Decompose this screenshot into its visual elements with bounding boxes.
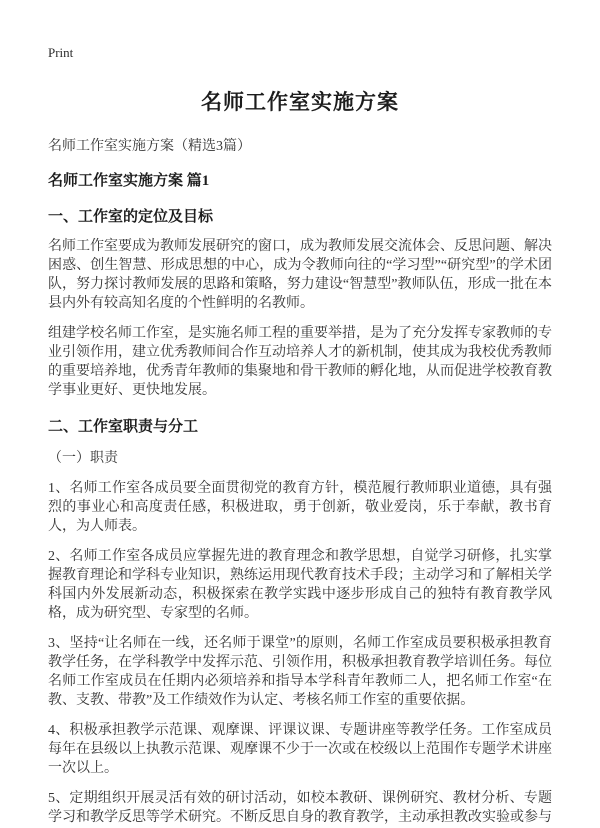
document-title: 名师工作室实施方案 bbox=[201, 90, 399, 114]
article-1-heading: 名师工作室实施方案 篇1 bbox=[48, 173, 210, 189]
subsection-duties-label: （一）职责 bbox=[48, 451, 118, 466]
document-subtitle: 名师工作室实施方案（精选3篇） bbox=[48, 139, 251, 154]
paragraph-goals-2: 组建学校名师工作室，是实施名师工程的重要举措，是为了充分发挥专家教师的专业引领作用，建立优秀教师间合作互动培养人才的新机制，使其成为我校优秀教师的重要培养地，优秀青年教师的集聚地和骨干教师的孵化地，从而促进学校教育教学事业更好、更快地发展。 bbox=[48, 326, 552, 398]
paragraph-goals-1: 名师工作室要成为教师发展研究的窗口，成为教师发展交流体会、反思问题、解决困惑、创生智慧、形成思想的中心，成为令教师向往的“学习型”“研究型”的学术团队，努力探讨教师发展的思路和策略，努力建设“智慧型”教师队伍，形成一批在本县内外有较高知名度的个性鲜明的名教师。 bbox=[48, 239, 552, 311]
print-link[interactable]: Print bbox=[48, 45, 74, 60]
duty-item-2: 2、名师工作室各成员应掌握先进的教育理念和教学思想，自觉学习研修，扎实掌握教育理论和学科专业知识，熟练运用现代教育技术手段；主动学习和了解相关学科国内外发展新动态，积极探索在教学实践中逐步形成自己的独特有教育教学风格，成为研究型、专家型的名师。 bbox=[48, 549, 552, 621]
section-1-heading: 一、工作室的定位及目标 bbox=[48, 209, 214, 225]
duty-item-4: 4、积极承担教学示范课、观摩课、评课议课、专题讲座等教学任务。工作室成员每年在县级以上执教示范课、观摩课不少于一次或在校级以上范围作专题学术讲座一次以上。 bbox=[48, 723, 552, 776]
section-2-heading: 二、工作室职责与分工 bbox=[48, 419, 199, 435]
duty-item-3: 3、坚持“让名师在一线，还名师于课堂”的原则，名师工作室成员要积极承担教育教学任务，在学科教学中发挥示范、引领作用，积极承担教育教学培训任务。每位名师工作室成员在任期内必须培养和指导本学科青年教师二人，把名师工作室“在教、支教、带教”及工作绩效作为认定、考核名师工作室的重要依据。 bbox=[48, 636, 552, 708]
duty-item-5: 5、定期组织开展灵活有效的研讨活动，如校本教研、课例研究、教材分析、专题学习和教学反思等学术研究。不断反思自身的教育教学，主动承担教改实验或参与 bbox=[48, 791, 552, 825]
duty-item-1: 1、名师工作室各成员要全面贯彻党的教育方针，模范履行教师职业道德，具有强烈的事业心和高度责任感，积极进取，勇于创新，敬业爱岗，乐于奉献，教书育人，为人师表。 bbox=[48, 481, 552, 534]
